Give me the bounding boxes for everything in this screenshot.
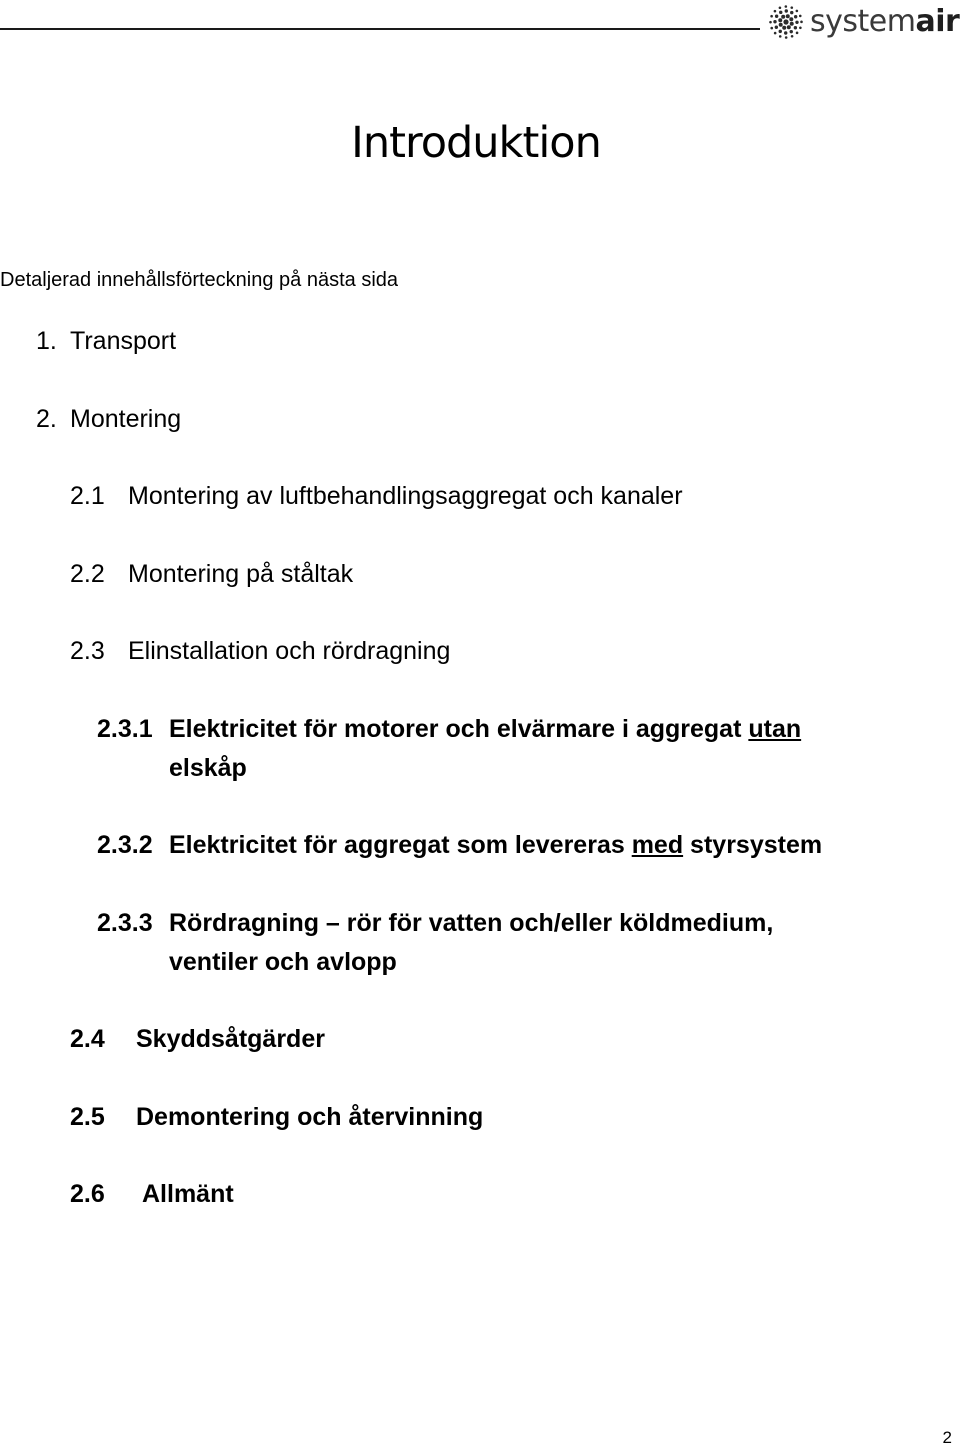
logo-dot	[779, 6, 782, 9]
systemair-dot-burst-icon	[768, 4, 804, 40]
toc-label-emphasis: utan	[748, 715, 802, 743]
toc-item-2-1	[70, 481, 683, 511]
toc-label: Montering av luftbehandlingsaggregat och kanaler	[128, 482, 683, 510]
toc-number: 2.4	[70, 1025, 105, 1053]
toc-item-2-3-2	[97, 830, 822, 860]
toc-number: 1.	[36, 327, 57, 355]
logo-dot	[779, 35, 782, 38]
header-rule	[0, 28, 760, 30]
logo-dot	[790, 30, 793, 33]
toc-label: Elektricitet för aggregat som levereras	[169, 831, 632, 859]
logo-text-light: system	[810, 4, 916, 39]
logo-dot	[786, 14, 790, 18]
logo-dot	[783, 19, 788, 24]
toc-item-2-2	[70, 559, 353, 589]
logo-dot	[779, 11, 782, 14]
toc-number: 2.3	[70, 637, 105, 665]
toc-item-2-3-1-continuation: elskåp	[169, 754, 247, 782]
toc-item-transport	[36, 326, 176, 356]
toc-number: 2.3.3	[97, 909, 153, 937]
toc-item-2-6	[70, 1179, 234, 1209]
toc-label: Allmänt	[142, 1180, 234, 1208]
logo-dot	[770, 15, 773, 18]
logo-dot	[775, 26, 778, 29]
toc-item-2-4	[70, 1024, 325, 1054]
logo-dot	[799, 26, 802, 29]
toc-label-tail: styrsystem	[683, 831, 823, 859]
toc-item-montering	[36, 404, 181, 434]
toc-number: 2.1	[70, 482, 105, 510]
toc-item-2-3-1	[97, 714, 801, 744]
page-title: Introduktion	[351, 118, 601, 168]
toc-label: Elinstallation och rördragning	[128, 637, 451, 665]
logo-dot	[785, 36, 788, 39]
toc-number: 2.3.1	[97, 715, 153, 743]
logo-dot	[770, 27, 773, 30]
logo-dot	[773, 20, 776, 23]
logo-dot	[775, 15, 778, 18]
toc-label: Transport	[70, 327, 177, 355]
logo-dot	[779, 23, 783, 27]
logo-dot	[787, 25, 791, 29]
logo-text-bold: air	[915, 4, 960, 39]
logo-dot	[774, 10, 777, 13]
toc-number: 2.6	[70, 1180, 105, 1208]
logo-dot	[794, 26, 797, 29]
intro-text: Detaljerad innehållsförteckning på nästa sida	[0, 269, 399, 291]
logo-dot	[781, 15, 785, 19]
toc-item-2-3	[70, 636, 450, 666]
logo-dot	[800, 21, 803, 24]
toc-number: 2.3.2	[97, 831, 153, 859]
toc-label: Demontering och återvinning	[136, 1103, 484, 1131]
toc-item-2-3-3	[97, 908, 773, 938]
logo-dot	[790, 6, 793, 9]
logo-dot	[790, 22, 794, 26]
logo-dot	[795, 21, 798, 24]
logo-dot	[778, 18, 782, 22]
toc-label: Montering på ståltak	[128, 560, 354, 588]
page-number: 2	[942, 1428, 952, 1447]
toc-label: Elektricitet för motorer och elvärmare i aggregat	[169, 715, 749, 743]
toc-number: 2.5	[70, 1103, 105, 1131]
logo-dot	[785, 5, 788, 8]
logo-dot	[769, 21, 772, 24]
logo-dot	[796, 10, 799, 13]
systemair-logo	[768, 0, 960, 44]
logo-dot	[774, 32, 777, 35]
toc-item-2-5	[70, 1102, 483, 1132]
logo-dot	[790, 11, 793, 14]
toc-number: 2.2	[70, 560, 105, 588]
logo-wordmark	[810, 4, 960, 39]
logo-dot	[796, 32, 799, 35]
toc-number: 2.	[36, 405, 57, 433]
toc-label: Montering	[70, 405, 182, 433]
logo-dot	[794, 15, 797, 18]
logo-dot	[791, 35, 794, 38]
logo-dot	[784, 31, 787, 34]
logo-dot	[779, 30, 782, 33]
logo-dot	[785, 9, 788, 12]
logo-dot	[799, 15, 802, 18]
logo-dot	[782, 26, 786, 30]
toc-item-2-3-3-continuation: ventiler och avlopp	[169, 948, 397, 976]
toc-label: Skyddsåtgärder	[136, 1025, 325, 1053]
toc-label-emphasis: med	[631, 831, 684, 859]
toc-label: Rördragning – rör för vatten och/eller köldmedium,	[169, 909, 774, 937]
logo-dot	[789, 17, 793, 21]
